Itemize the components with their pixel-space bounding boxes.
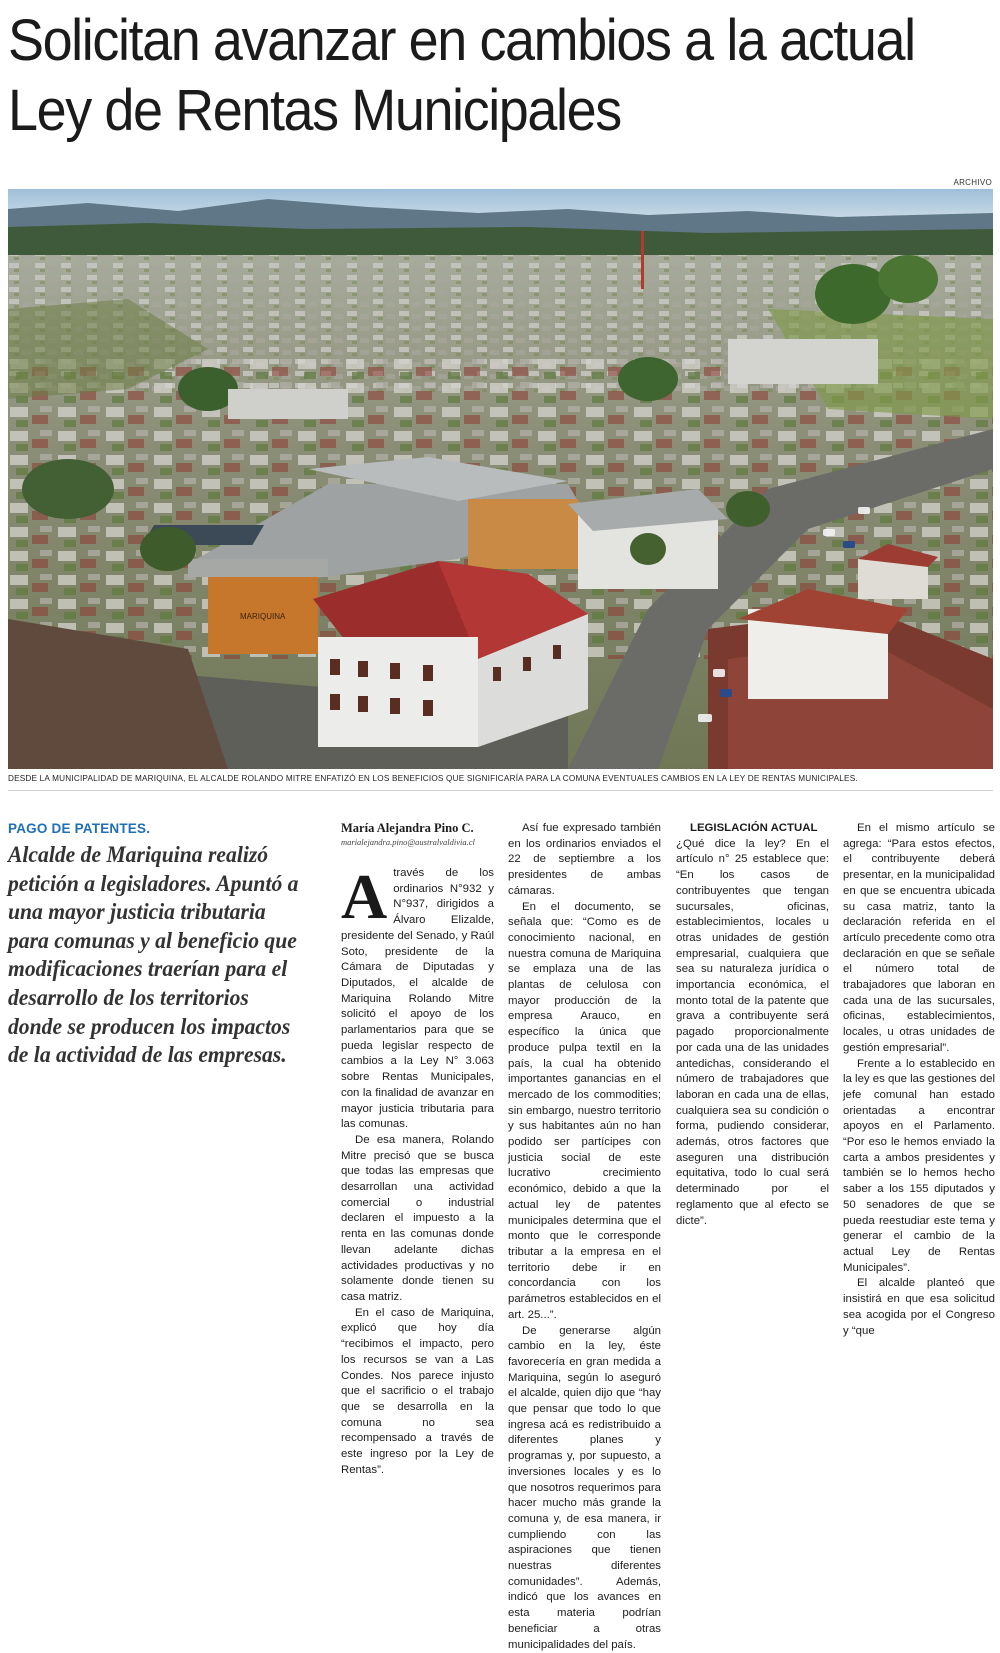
author-email: marialejandra.pino@australvaldivia.cl xyxy=(341,836,494,848)
article-column-1 xyxy=(341,821,494,1346)
body-paragraph: ¿Qué dice la ley? En el artículo n° 25 establece que: “En los casos de contribuyentes que tengan sucursales, oficinas, establecimientos, locales u otras unidades de gestión empresarial, cualquiera que sea su naturaleza jurídica o importancia económica, el monto total de la patente que grava a contribuyente será pagado proporcionalmente por cada una de las unidades antedichas, considerando el número de trabajadores que laboran en cada una de ellas, cualquiera sea su condición o forma, pudiendo considerar, además, otros factores que aseguren una distribución equitativa, todo lo cual será determinado por el reglamento que al efecto se dicte”. xyxy=(676,837,829,1230)
body-paragraph: En el caso de Mariquina, explicó que hoy día “recibimos el impacto, pero los recursos se van a Las Condes. Nos parece injusto que el sacrificio o el trabajo que se desarrolla en la comuna no sea recompensado a través de este ingreso por la Ley de Rentas”. xyxy=(341,1306,494,1479)
building-sign: MARIQUINA xyxy=(240,612,286,621)
antenna xyxy=(641,231,644,289)
body-paragraph: De generarse algún cambio en la ley, éste favorecería en gran medida a Mariquina, según lo aseguró el alcalde, quien dijo que “hay que pensar que todo lo que ingresa acá es redistribuido a diferentes planes y programas y, por supuesto, a inversiones locales y es lo que nosotros requerimos para hacer mucho más grande la comuna y, de esa manera, ir cumpliendo con las aspiraciones que tienen nuestras diferentes comunidades”. Además, indicó que los avances en esta materia podrían beneficiar a otras municipalidades del país. xyxy=(508,1324,661,1653)
article-column-3 xyxy=(676,821,829,1346)
kicker: PAGO DE PATENTES. xyxy=(8,821,150,836)
body-paragraph: Así fue expresado también en los ordinarios enviados el 22 de septiembre a los presidentes de ambas cámaras. xyxy=(508,821,661,900)
drop-cap: A xyxy=(341,870,387,924)
body-paragraph: En el documento, se señala que: “Como es de conocimiento nacional, en nuestra comuna de Mariquina se emplaza una de las plantas de celulosa con mayor producción de la empresa Arauco, en específico la única que produce pulpa textil en la país, la cual ha obtenido importantes ganancias en el mercado de los commodities; sin embargo, nuestro territorio y sus habitantes aún no han podido ser partícipes con justicia social de este lucrativo crecimiento económico, debido a que la actual ley de patentes municipales determina que el monto que le corresponde tributar a la empresa en el territorio debe ir en concordancia con los parámetros establecidos en el art. 25...”. xyxy=(508,900,661,1324)
body-paragraph: El alcalde planteó que insistirá en que esa solicitud sea acogida por el Congreso y “que xyxy=(843,1276,995,1339)
article-column-2 xyxy=(508,821,661,1346)
photo-credit: ARCHIVO xyxy=(953,178,992,187)
headline: Solicitan avanzar en cambios a la actual Ley de Rentas Municipales xyxy=(8,6,929,146)
photo-caption: DESDE LA MUNICIPALIDAD DE MARIQUINA, EL ALCALDE ROLANDO MITRE ENFATIZÓ EN LOS BENEFICIOS QUE SIGNIFICARÍA PARA LA COMUNA EVENTUALES CAMBIOS EN LA LEY DE RENTAS MUNICIPALES. xyxy=(8,774,993,783)
deck: Alcalde de Mariquina realizó petición a legisladores. Apuntó a una mayor justicia tributaria para comunas y al beneficio que modificaciones traerían para el desarrollo de los territorios donde se producen los impactos de la actividad de las empresas. xyxy=(8,841,301,1070)
section-subhead: LEGISLACIÓN ACTUAL xyxy=(676,821,829,837)
author-name: María Alejandra Pino C. xyxy=(341,821,494,836)
body-paragraph: través de los ordinarios N°932 y N°937, dirigidos a Álvaro Elizalde, presidente del Senado, y Raúl Soto, presidente de la Cámara de Diputadas y Diputados, el alcalde de Mariquina Rolando Mitre solicitó el apoyo de los parlamentarios para que se pueda legislar respecto de cambios a la Ley N° 3.063 sobre Rentas Municipales, con la finalidad de avanzar en mayor justicia tributaria para las comunas. xyxy=(341,866,494,1133)
article-column-4 xyxy=(843,821,995,1346)
body-paragraph: En el mismo artículo se agrega: “Para estos efectos, el contribuyente deberá presentar, en la municipalidad en que se encuentra ubicada su casa matriz, tanto la declaración referida en el artículo precedente como otra declaración en que se señale el número total de trabajadores que laboran en cada una de las sucursales, oficinas, establecimientos, locales, u otras unidades de gestión empresarial”. xyxy=(843,821,995,1057)
body-paragraph: Frente a lo establecido en la ley es que las gestiones del jefe comunal han estado orientadas a encontrar apoyos en el Parlamento. “Por eso le hemos enviado la carta a ambos presidentes y también se lo hemos hecho saber a los 155 diputados y 50 senadores de que se pueda reestudiar este tema y generar el cambio de la actual Ley de Rentas Municipales”. xyxy=(843,1057,995,1277)
aerial-photo xyxy=(8,189,993,769)
body-paragraph: De esa manera, Rolando Mitre precisó que se busca que todas las empresas que desarrollan una actividad comercial o industrial declaren el impuesto a la renta en las comunas donde llevan adelante dichas actividades productivas y no solamente donde tienen su casa matriz. xyxy=(341,1133,494,1306)
divider xyxy=(8,790,993,791)
